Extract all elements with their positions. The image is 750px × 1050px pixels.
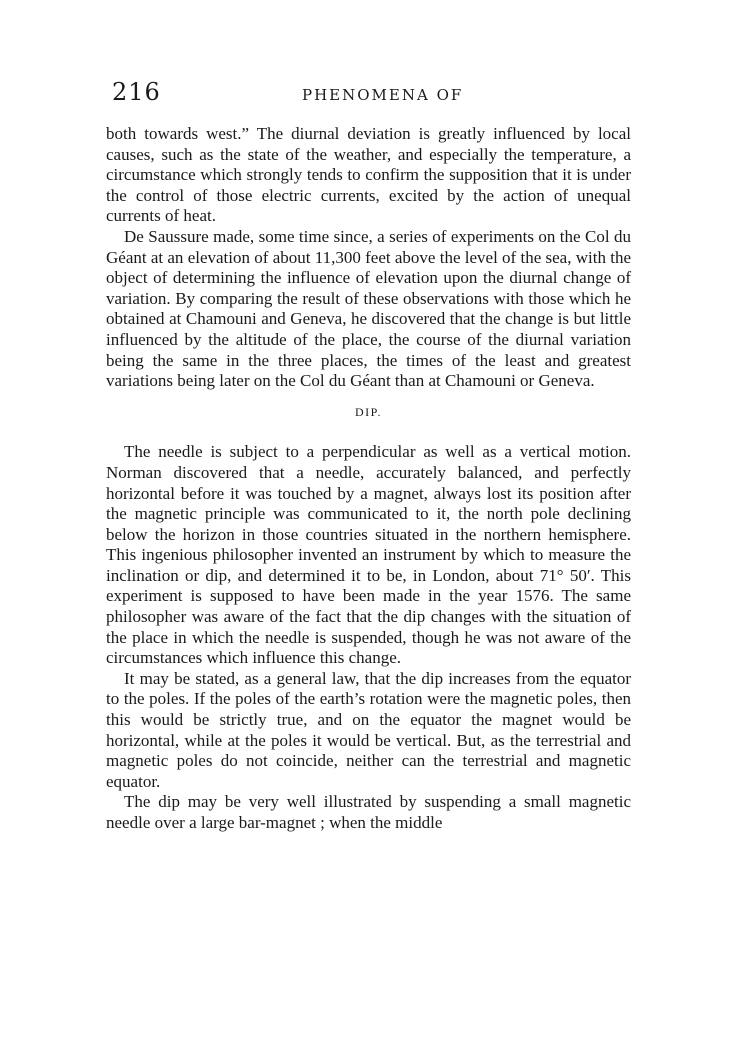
section-heading: DIP. (354, 404, 382, 419)
body-text (106, 124, 631, 834)
page-header (112, 78, 632, 112)
running-title: PHENOMENA OF (302, 86, 464, 104)
paragraph: It may be stated, as a general law, that the dip increases from the equator to the poles. If the poles of the earth’s rotation were the magnetic poles, then this would be strictly true, and on the equator the magnet would be horizontal, while at the poles it would be vertical. But, as the terrestrial and magnetic poles do not coincide, neither can the terrestrial and magnetic equator. (106, 668, 631, 791)
paragraph: The dip may be very well illustrated by suspending a small magnetic needle over a large bar-magnet ; when the middle (106, 792, 631, 832)
paragraph: The needle is subject to a perpendicular as well as a vertical motion. Norman discovered that a needle, accurately balanced, and perfectly horizontal before it was touched by a magnet, always lost its position after the magnetic principle was communicated to it, the north pole declining below the horizon in those countries situated in the northern hemisphere. This ingenious philosopher invented an instrument by which to measure the inclination or dip, and determined it to be, in London, about 71° 50′. This experiment is supposed to have been made in the year 1576. The same philosopher was aware of the fact that the dip changes with the situation of the place in which the needle is suspended, though he was not aware of the circumstances which influence this change. (106, 442, 631, 668)
page-number: 216 (112, 78, 161, 106)
paragraph: De Saussure made, some time since, a series of experiments on the Col du Géant at an elevation of about 11,300 feet above the level of the sea, with the object of determining the influence of elevation upon the diurnal change of variation. By comparing the result of these observations with those which he obtained at Chamouni and Geneva, he discovered that the change is but little influenced by the altitude of the place, the course of the diurnal variation being the same in the three places, the times of the least and greatest variations being later on the Col du Géant than at Chamouni or Geneva. (106, 226, 631, 391)
paragraph: both towards west.” The diurnal deviation is greatly influenced by local causes, such as the state of the weather, and especially the temperature, a circumstance which strongly tends to confirm the supposition that it is under the control of those electric currents, excited by the action of unequal currents of heat. (106, 124, 631, 226)
